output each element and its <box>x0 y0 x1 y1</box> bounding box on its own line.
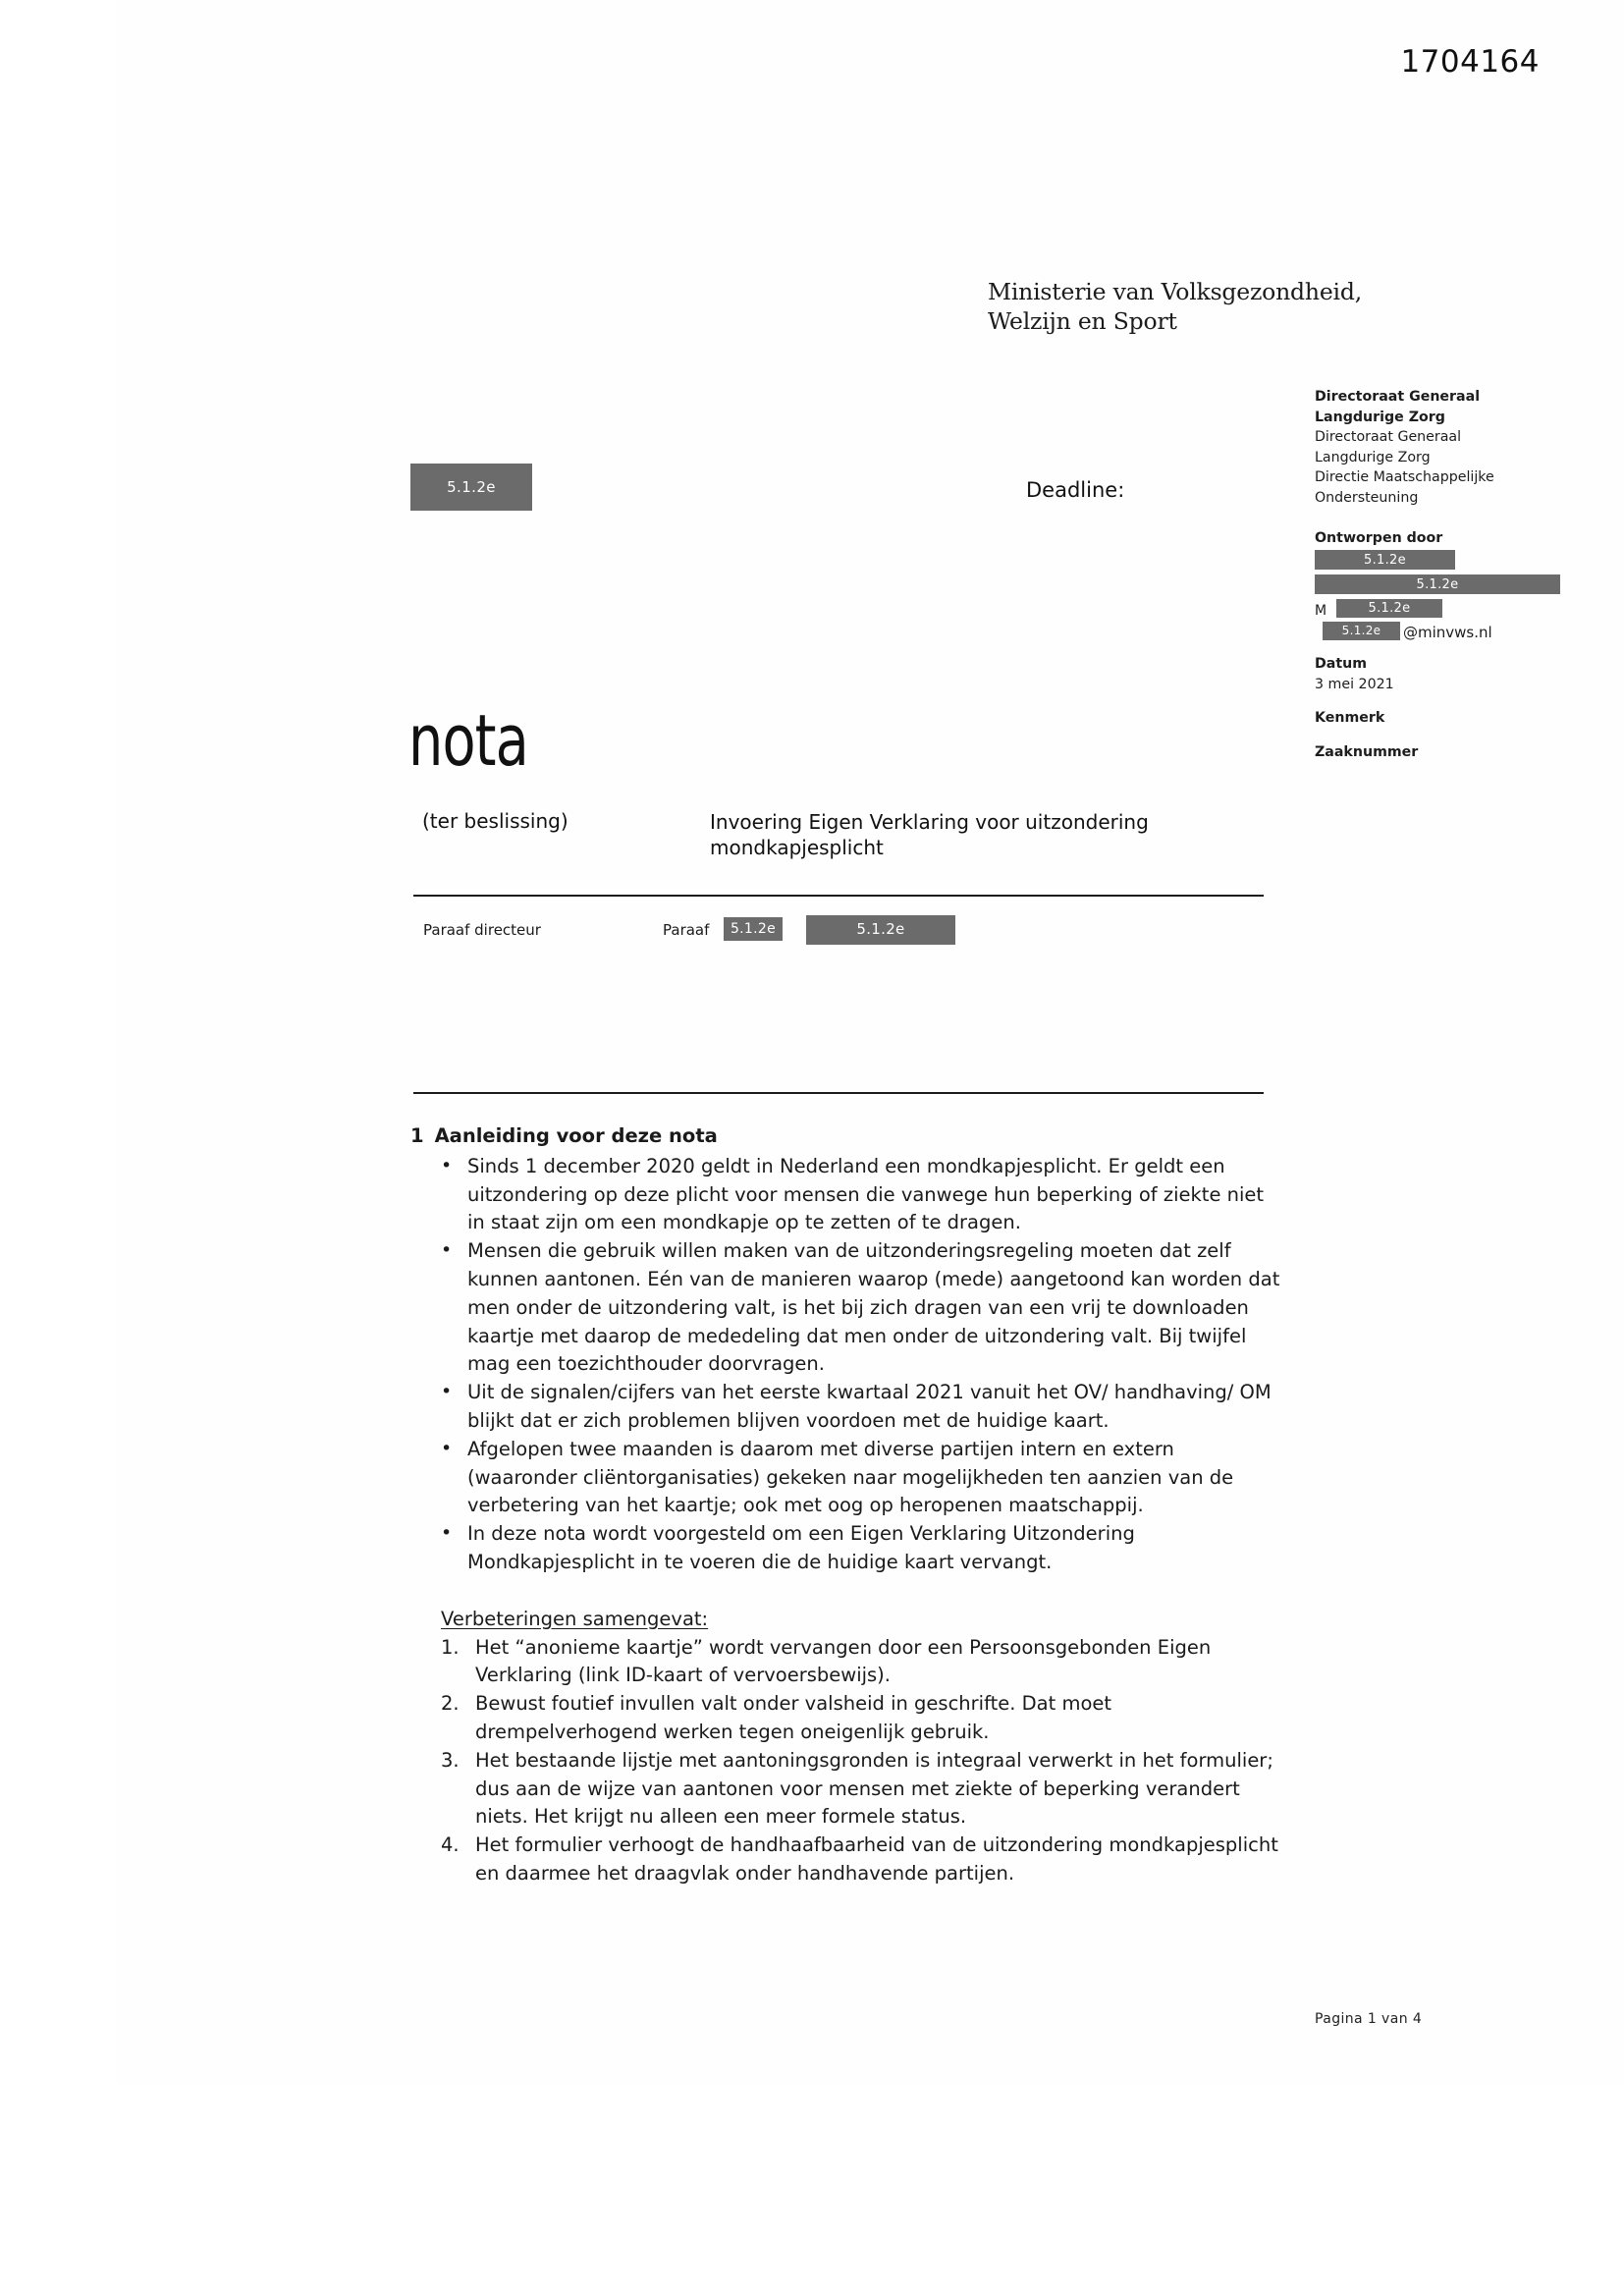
section-number: 1 <box>410 1124 424 1147</box>
deadline-label: Deadline: <box>1026 478 1125 502</box>
list-item: • Sinds 1 december 2020 geldt in Nederland een mondkapjesplicht. Er geldt een uitzondering op deze plicht voor mensen die vanwege hun beperking of ziekte niet in staat zijn om een mondkapje op te zetten of te dragen. <box>410 1153 1284 1237</box>
nota-kind: (ter beslissing) <box>422 809 568 833</box>
aanleiding-bullet-list <box>410 1153 1284 1577</box>
section-heading <box>410 1122 1284 1151</box>
divider-top <box>413 895 1264 897</box>
list-item: Bewust foutief invullen valt onder valsheid in geschrifte. Dat moet drempelverhogend werken tegen oneigenlijk gebruik. <box>475 1692 1112 1743</box>
page-sheet <box>116 0 1624 2084</box>
document-number: 1704164 <box>1400 44 1540 80</box>
redaction-designer-role: 5.1.2e <box>1315 574 1560 594</box>
directorate-line-2: Langdurige Zorg <box>1315 449 1431 465</box>
designed-by-heading: Ontworpen door <box>1315 529 1443 546</box>
summary-heading: Verbeteringen samengevat: <box>441 1607 709 1630</box>
list-item: • Afgelopen twee maanden is daarom met diverse partijen intern en extern (waaronder cliëntorganisaties) gekeken naar mogelijkheden ten aanzien van de verbetering van het kaartje; ook met oog op heropenen maatschappij. <box>410 1436 1284 1520</box>
info-column <box>1315 387 1609 763</box>
list-item: • Mensen die gebruik willen maken van de uitzonderingsregeling moeten dat zelf kunnen aantonen. Eén van de manieren waarop (mede) aangetoond kan worden dat men onder de uitzondering valt, is het bij zich dragen van een vrij te downloaden kaartje met daarop de mededeling dat men onder de uitzondering valt. Bij twijfel mag een toezichthouder doorvragen. <box>410 1237 1284 1379</box>
paraaf-row <box>423 915 1268 951</box>
directorate-heading-line-1: Directoraat Generaal <box>1315 389 1481 405</box>
redaction-designer-name: 5.1.2e <box>1315 550 1455 570</box>
section-title: Aanleiding voor deze nota <box>434 1124 718 1147</box>
paraaf-label: Paraaf <box>663 921 710 939</box>
directorate-line-4: Ondersteuning <box>1315 489 1419 506</box>
redaction-paraaf-2: 5.1.2e <box>806 915 955 945</box>
list-item: Het “anonieme kaartje” wordt vervangen door een Persoonsgebonden Eigen Verklaring (link ID-kaart of vervoersbewijs). <box>475 1635 1212 1687</box>
ministry-masthead <box>988 277 1362 336</box>
list-item: Het bestaande lijstje met aantoningsgronden is integraal verwerkt in het formulier; dus aan de wijze van aantonen voor mensen met ziekte of beperking verandert niets. Het krijgt nu alleen een meer formele status. <box>475 1748 1273 1829</box>
footer-page-number: Pagina 1 van 4 <box>1315 2011 1423 2027</box>
list-item: • Uit de signalen/cijfers van het eerste kwartaal 2021 vanuit het OV/ handhaving/ OM blijkt dat er zich problemen blijven voordoen met de huidige kaart. <box>410 1379 1284 1436</box>
directorate-line-3: Directie Maatschappelijke <box>1315 469 1494 486</box>
date-value: 3 mei 2021 <box>1315 676 1394 692</box>
verbeteringen-list <box>441 1634 1284 1888</box>
list-item: Het formulier verhoogt de handhaafbaarheid van de uitzondering mondkapjesplicht en daarmee het draagvlak onder handhavende partijen. <box>475 1833 1278 1885</box>
masthead-line-1: Ministerie van Volksgezondheid, <box>988 278 1362 305</box>
redaction-mobile-number: 5.1.2e <box>1336 599 1442 618</box>
divider-bottom <box>413 1092 1264 1094</box>
directorate-heading-line-2: Langdurige Zorg <box>1315 409 1445 425</box>
email-domain: @minvws.nl <box>1403 624 1492 642</box>
list-item: • In deze nota wordt voorgesteld om een Eigen Verklaring Uitzondering Mondkapjesplicht in te voeren die de huidige kaart vervangt. <box>410 1520 1284 1577</box>
redaction-email-local: 5.1.2e <box>1323 622 1400 640</box>
paraaf-directeur-label: Paraaf directeur <box>423 921 541 939</box>
redaction-addressee: 5.1.2e <box>410 464 532 511</box>
date-heading: Datum <box>1315 656 1368 673</box>
directorate-line-1: Directoraat Generaal <box>1315 429 1462 446</box>
redaction-paraaf-1: 5.1.2e <box>724 917 783 941</box>
zaaknummer-heading: Zaaknummer <box>1315 743 1419 760</box>
mobile-label: M <box>1315 603 1327 620</box>
designed-by-block <box>1315 550 1609 640</box>
nota-subject: Invoering Eigen Verklaring voor uitzondering mondkapjesplicht <box>710 810 1149 859</box>
body-content <box>410 1122 1284 1888</box>
masthead-line-2: Welzijn en Sport <box>988 307 1177 335</box>
kenmerk-heading: Kenmerk <box>1315 710 1385 727</box>
page-title: nota <box>408 699 528 782</box>
